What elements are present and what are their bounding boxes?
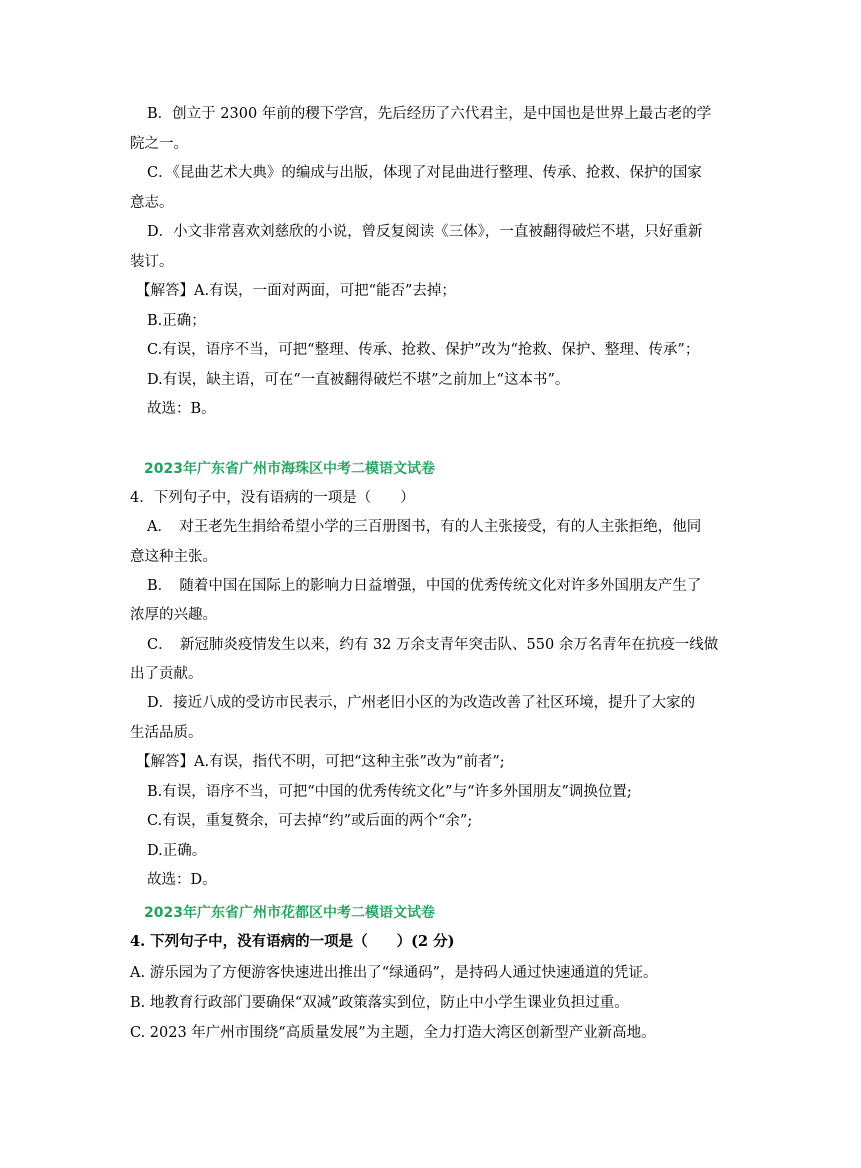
option-c: C. 2023 年广州市围绕“高质量发展”为主题，全力打造大湾区创新型产业新高地。 [130, 1025, 656, 1041]
question-4: 4．下列句子中，没有语病的一项是（ ） [130, 490, 415, 506]
option-d-line-2: 装订。 [130, 254, 174, 270]
exam-title-huadu: 2023年广东省广州市花都区中考二模语文试卷 [144, 905, 435, 921]
option-a: A. 游乐园为了方便游客快速进出推出了“绿通码”，是持码人通过快速通道的凭证。 [130, 965, 658, 981]
question-4: 4. 下列句子中，没有语病的一项是（ ）(2 分) [130, 933, 455, 950]
answer-a: 【解答】A.有误，指代不明，可把“这种主张”改为“前者”; [136, 754, 505, 770]
option-c-line-2: 意志。 [130, 195, 174, 211]
option-c-line-1: C． 新冠肺炎疫情发生以来，约有 32 万余支青年突击队、550 余万名青年在抗疫一线做 [147, 637, 719, 653]
option-d-line-2: 生活品质。 [130, 725, 203, 741]
answer-a: 【解答】A.有误，一面对两面，可把“能否”去掉； [136, 283, 456, 299]
answer-choice: 故选：D。 [147, 872, 217, 888]
option-c-line-1: C．《昆曲艺术大典》的编成与出版，体现了对昆曲进行整理、传承、抢救、保护的国家 [147, 165, 702, 181]
answer-d: D.有误，缺主语，可在“一直被翻得破烂不堪”之前加上“这本书”。 [147, 372, 570, 388]
answer-choice: 故选：B。 [147, 401, 216, 417]
answer-c: C.有误，语序不当，可把“整理、传承、抢救、保护”改为“抢救、保护、整理、传承”； [147, 342, 700, 358]
option-b-line-1: B． 随着中国在国际上的影响力日益增强，中国的优秀传统文化对许多外国朋友产生了 [147, 578, 702, 594]
option-b-line-2: 院之一。 [130, 136, 188, 152]
exam-title-haizhu: 2023年广东省广州市海珠区中考二模语文试卷 [144, 461, 435, 477]
option-a-line-1: A． 对王老先生捐给希望小学的三百册图书，有的人主张接受，有的人主张拒绝，他同 [147, 519, 702, 535]
option-b-line-1: B．创立于 2300 年前的稷下学宫，先后经历了六代君主，是中国也是世界上最古老的学 [147, 106, 712, 122]
option-c-line-2: 出了贡献。 [130, 666, 203, 682]
option-a-line-2: 意这种主张。 [130, 549, 217, 565]
answer-b: B.有误，语序不当，可把“中国的优秀传统文化”与“许多外国朋友”调换位置; [147, 784, 632, 800]
option-b: B. 地教育行政部门要确保“双减”政策落实到位，防止中小学生课业负担过重。 [130, 995, 629, 1011]
answer-c: C.有误，重复赘余，可去掉“约”或后面的两个“余”; [147, 813, 473, 829]
option-d-line-1: D．小文非常喜欢刘慈欣的小说，曾反复阅读《三体》，一直被翻得破烂不堪，只好重新 [147, 224, 703, 240]
option-d-line-1: D．接近八成的受访市民表示，广州老旧小区的为改造改善了社区环境，提升了大家的 [147, 695, 696, 711]
answer-b: B.正确； [147, 313, 206, 329]
option-b-line-2: 浓厚的兴趣。 [130, 607, 217, 623]
answer-d: D.正确。 [147, 843, 207, 859]
